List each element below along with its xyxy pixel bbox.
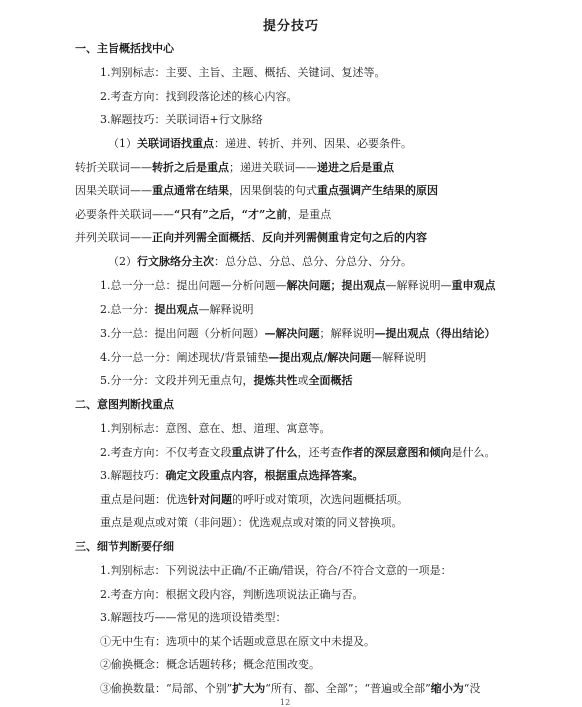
s1-sub1-line-1: 转折关联词——转折之后是重点；递进关联词——递进之后是重点 xyxy=(75,161,394,174)
s1-sub1-heading: （1）关联词语找重点：递进、转折、并列、因果、必要条件。 xyxy=(108,137,412,150)
s1-sub1-line-2: 因果关联词——重点通常在结果，因果倒装的句式重点强调产生结果的原因 xyxy=(75,184,438,197)
section-heading-3: 三、细节判断要仔细 xyxy=(75,540,174,553)
s2-item-2: 2.考查方向：不仅考查文段重点讲了什么，还考查作者的深层意图和倾向是什么。 xyxy=(100,446,496,459)
page-number: 12 xyxy=(280,698,291,707)
s2-item-4: 重点是问题：优选针对问题的呼吁或对策项，次选问题概括项。 xyxy=(100,493,408,506)
s1-sub2-line-2: 2.总一分：提出观点—解释说明 xyxy=(100,303,254,316)
s3-item-3: 3.解题技巧——常见的选项设错类型： xyxy=(100,611,287,624)
s1-item-1: 1.判别标志：主要、主旨、主题、概括、关键词、复述等。 xyxy=(100,66,386,79)
s3-item-1: 1.判别标志：下列说法中正确/不正确/错误，符合/不符合文意的一项是： xyxy=(100,564,452,577)
s1-sub1-line-4: 并列关联词——正向并列需全面概括、反向并列需侧重肯定句之后的内容 xyxy=(75,231,427,244)
section-heading-1: 一、主旨概括找中心 xyxy=(75,42,174,55)
page-title: 提分技巧 xyxy=(262,19,319,34)
s2-item-1: 1.判别标志：意图、意在、想、道理、寓意等。 xyxy=(100,422,331,435)
s1-sub2-line-1: 1.总一分一总：提出问题—分析问题—解决问题；提出观点—解释说明—重申观点 xyxy=(100,279,496,292)
s3-item-6: ③偷换数量：“局部、个别”扩大为“所有、都、全部”；“普遍或全部”缩小为“没 xyxy=(100,682,481,695)
s1-sub2-line-4: 4.分一总一分：阐述现状/背景铺垫—提出观点/解决问题—解释说明 xyxy=(100,351,427,364)
s1-sub2-heading: （2）行文脉络分主次：总分总、分总、总分、分总分、分分。 xyxy=(108,255,412,268)
s1-item-3: 3.解题技巧：关联词语+行文脉络 xyxy=(100,113,263,126)
s1-sub1-line-3: 必要条件关联词——“只有”之后，“才”之前，是重点 xyxy=(75,208,332,221)
s1-sub2-line-5: 5.分一分：文段并列无重点句，提炼共性或全面概括 xyxy=(100,374,353,387)
s2-item-3: 3.解题技巧：确定文段重点内容，根据重点选择答案。 xyxy=(100,469,364,482)
s1-sub2-line-3: 3.分一总：提出问题（分析问题）—解决问题；解释说明—提出观点（得出结论） xyxy=(100,327,496,340)
s3-item-5: ②偷换概念：概念话题转移；概念范围改变。 xyxy=(100,658,320,671)
s3-item-2: 2.考查方向：根据文段内容，判断选项说法正确与否。 xyxy=(100,588,364,601)
s1-item-2: 2.考查方向：找到段落论述的核心内容。 xyxy=(100,90,298,103)
section-heading-2: 二、意图判断找重点 xyxy=(75,398,174,411)
s2-item-5: 重点是观点或对策（非问题）：优选观点或对策的同义替换项。 xyxy=(100,516,403,529)
s3-item-4: ①无中生有：选项中的某个话题或意思在原文中未提及。 xyxy=(100,635,375,648)
